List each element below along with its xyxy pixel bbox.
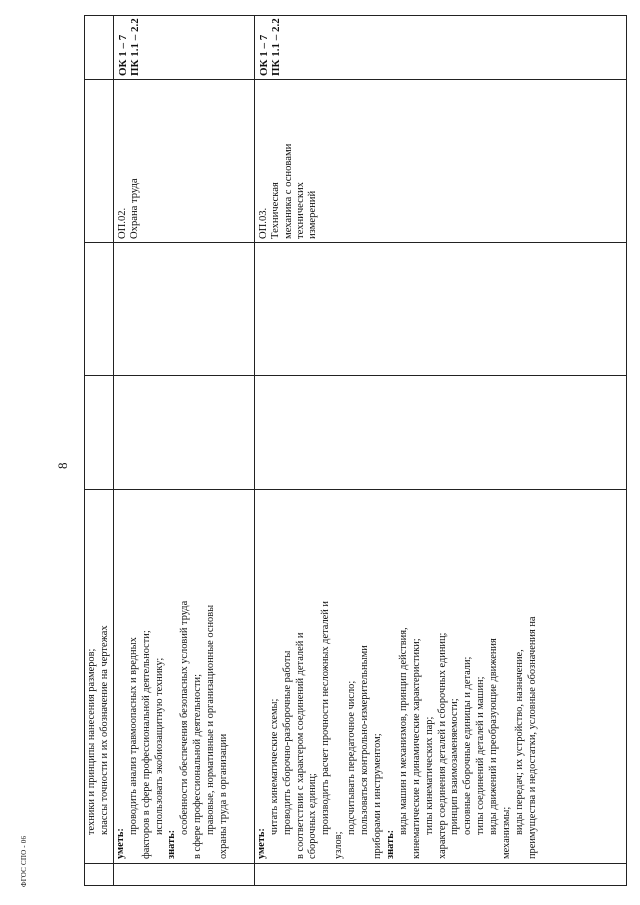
- discipline-name-line: механика с основами: [282, 143, 294, 239]
- code-cell: [254, 864, 626, 886]
- requirement-line: виды движений и преобразующие движения: [488, 638, 500, 835]
- requirement-line: подсчитывать передаточное число;: [346, 680, 358, 835]
- code-cell: [113, 864, 254, 886]
- requirement-line: механизмы;: [501, 806, 513, 859]
- professional-competencies: ПК 1.1 – 2.2: [270, 18, 283, 76]
- max-hours-cell: [254, 376, 626, 490]
- curriculum-table: [84, 15, 627, 886]
- requirement-line: кинематические и динамические характеристики;: [410, 638, 422, 859]
- page-number: 8: [55, 462, 70, 469]
- requirement-line: узлов;: [333, 831, 345, 859]
- requirement-line: проводить сборочно-разборочные работы: [281, 650, 293, 835]
- requirement-heading-znat: знать:: [384, 829, 396, 859]
- competencies-cell: [85, 16, 114, 80]
- requirement-line: типы соединений деталей и машин;: [475, 676, 487, 835]
- discipline-cell: [85, 80, 114, 243]
- competencies-cell: [254, 16, 626, 80]
- discipline-code: ОП.02.: [116, 207, 128, 239]
- general-competencies: ОК 1 – 7: [257, 34, 270, 76]
- competencies-cell: [113, 16, 254, 80]
- requirement-line: факторов в сфере профессиональной деятельности;: [140, 630, 152, 859]
- requirement-heading-umet: уметь:: [255, 828, 267, 859]
- requirement-line: преимущества и недостатки, условные обозначения на: [526, 616, 538, 859]
- discipline-name-line: измерений: [307, 190, 319, 239]
- requirement-heading-umet: уметь:: [114, 828, 126, 859]
- requirements-cell: [113, 490, 254, 864]
- table-row: [85, 16, 114, 886]
- requirement-line: сборочных единиц;: [307, 773, 319, 859]
- requirement-line: классы точности и их обозначение на чертежах: [98, 625, 110, 835]
- requirement-line: виды машин и механизмов, принцип действия,: [397, 627, 409, 835]
- requirement-line: в соответствии с характером соединений деталей и: [294, 632, 306, 859]
- requirement-line: виды передач; их устройство, назначение,: [513, 649, 525, 835]
- requirement-line: приборами и инструментом;: [371, 733, 383, 859]
- requirement-heading-znat: знать:: [166, 829, 178, 859]
- requirements-cell: [85, 490, 114, 864]
- footer-code: ФГОС СПО - 06: [20, 835, 28, 887]
- requirement-line: характер соединения деталей и сборочных единиц;: [436, 632, 448, 859]
- requirement-line: основные сборочные единицы и детали;: [462, 656, 474, 835]
- class-hours-cell: [254, 243, 626, 376]
- requirement-line: использовать экобиозащитную технику;: [153, 657, 165, 835]
- requirement-line: производить расчет прочности несложных деталей и: [320, 601, 332, 835]
- requirement-line: принцип взаимозаменяемости;: [449, 698, 461, 835]
- requirement-line: техники и принципы нанесения размеров;: [86, 648, 97, 835]
- max-hours-cell: [113, 376, 254, 490]
- code-cell: [85, 864, 114, 886]
- requirement-line: в сфере профессиональной деятельности;: [192, 674, 204, 859]
- requirement-line: охраны труда в организации: [218, 733, 230, 859]
- requirements-cell: [254, 490, 626, 864]
- requirement-line: читать кинематические схемы;: [268, 698, 280, 835]
- requirement-line: пользоваться контрольно-измерительными: [359, 645, 371, 835]
- class-hours-cell: [113, 243, 254, 376]
- class-hours-cell: [85, 243, 114, 376]
- discipline-cell: [254, 80, 626, 243]
- discipline-name: Охрана труда: [129, 178, 141, 239]
- table-row: [254, 16, 626, 886]
- table-row: [113, 16, 254, 886]
- general-competencies: ОК 1 – 7: [116, 34, 129, 76]
- discipline-cell: [113, 80, 254, 243]
- requirement-line: типы кинематических пар;: [423, 716, 435, 835]
- discipline-code: ОП.03.: [257, 207, 269, 239]
- discipline-name-line: технических: [295, 182, 307, 239]
- professional-competencies: ПК 1.1 – 2.2: [129, 18, 142, 76]
- requirement-line: особенности обеспечения безопасных условий труда: [179, 600, 191, 835]
- discipline-name-line: Техническая: [270, 182, 282, 239]
- max-hours-cell: [85, 376, 114, 490]
- requirement-line: проводить анализ травмоопасных и вредных: [127, 637, 139, 835]
- requirement-line: правовые, нормативные и организационные основы: [205, 604, 217, 835]
